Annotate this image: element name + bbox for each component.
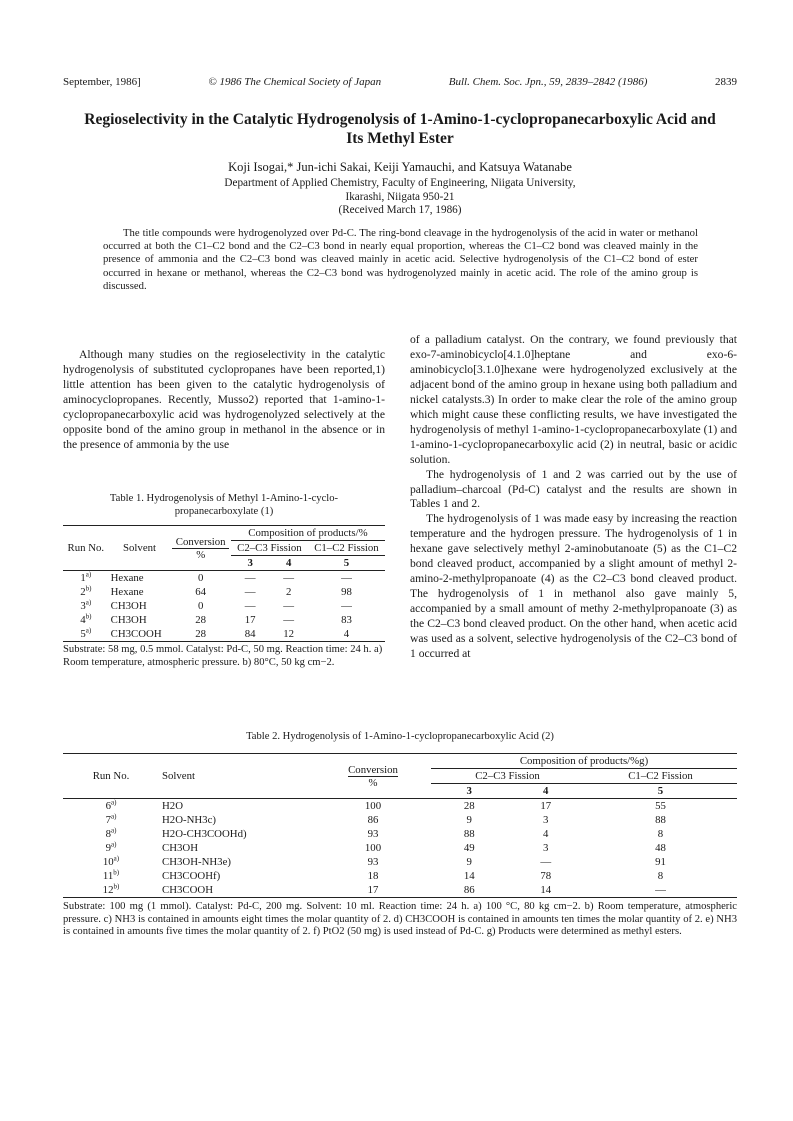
conversion-cell: 93 [367, 856, 379, 868]
run-number: 10 [102, 856, 114, 868]
compound-4-cell: — [283, 600, 295, 612]
compound-3-cell: 86 [463, 884, 475, 896]
run-footnote-mark: a) [110, 840, 117, 849]
table-row [63, 869, 737, 883]
compound-3-cell: 49 [463, 842, 475, 854]
table-row [63, 813, 737, 827]
run-number: 9 [105, 842, 111, 854]
table-2-grid [63, 753, 737, 898]
table-1-body [63, 571, 385, 642]
compound-5-cell: 83 [341, 614, 352, 626]
table-2-header-conversion [315, 754, 431, 799]
table-1-header-composition: Composition of products/% [231, 526, 385, 541]
table-1-note: Substrate: 58 mg, 0.5 mmol. Catalyst: Pd-C, 50 mg. Reaction time: 24 h. a) Room temperature, atmospheric pressure. b) 80°C, 50 kg cm−2. [63, 644, 383, 668]
compound-4-cell: 12 [283, 628, 295, 640]
compound-3-cell: 88 [463, 828, 475, 840]
table-2-header-solvent: Solvent [159, 754, 315, 799]
compound-4-cell: 17 [540, 800, 552, 812]
run-footnote-mark: a) [110, 812, 117, 821]
table-row [63, 841, 737, 855]
table-1-header-c1c2: C1–C2 Fission [308, 541, 385, 556]
solvent-cell: CH3OH-NH3e) [162, 856, 231, 868]
table-2-header-c1c2: C1–C2 Fission [584, 769, 737, 784]
run-number: 6 [105, 800, 111, 812]
compound-5-cell: — [341, 600, 352, 612]
table-2-header-composition: Composition of products/%g) [431, 754, 737, 769]
table-2-header-conversion-label: Conversion [348, 763, 398, 776]
run-cell [63, 627, 109, 642]
table-1-header-conversion-unit: % [196, 548, 206, 561]
run-footnote-mark: a) [110, 826, 117, 835]
table-1-header-compound-4: 4 [269, 556, 308, 571]
article-title: Regioselectivity in the Catalytic Hydrogenolysis of 1-Amino-1-cyclopropanecarboxylic Acid and Its Methyl Ester [84, 111, 716, 147]
run-number: 2 [80, 586, 86, 598]
compound-4-cell: 4 [543, 828, 549, 840]
conversion-cell: 100 [364, 800, 382, 812]
compound-5-cell: 98 [341, 586, 352, 598]
run-footnote-mark: a) [113, 854, 120, 863]
run-cell [63, 799, 159, 814]
compound-5-cell: 91 [655, 856, 666, 868]
compound-3-cell: — [244, 600, 256, 612]
body-paragraph: Although many studies on the regioselectivity in the catalytic hydrogenolysis of substituted cyclopropanes have been reported,1) little attention has been given to the catalytic hydrogenolysis of aminocyclopropanes. Recently, Musso2) reported that 1-amino-1-cyclopropanecarboxylic acid was hydrogenolyzed selectively at the opposite bond of the amino group in methanol in the absence or in the presence of ammonia by the use [63, 348, 385, 451]
table-row [63, 599, 385, 613]
run-number: 8 [105, 828, 111, 840]
run-cell [63, 613, 109, 627]
running-head-copyright: © 1986 The Chemical Society of Japan [208, 76, 382, 88]
conversion-cell: 28 [195, 628, 207, 640]
body-column-right [410, 333, 737, 662]
compound-4-cell: 3 [543, 842, 549, 854]
table-1-header-run: Run No. [63, 526, 109, 571]
run-footnote-mark: a) [85, 570, 92, 579]
compound-5-cell: 48 [655, 842, 666, 854]
run-footnote-mark: a) [85, 626, 92, 635]
compound-4-cell: — [540, 856, 552, 868]
run-number: 3 [80, 600, 86, 612]
table-2 [63, 730, 737, 939]
solvent-cell: Hexane [110, 586, 144, 598]
compound-5-cell: — [655, 884, 666, 896]
table-row [63, 827, 737, 841]
run-cell [63, 827, 159, 841]
table-2-header-compound-5: 5 [584, 784, 737, 799]
compound-4-cell: 2 [285, 586, 292, 598]
compound-3-cell: 28 [463, 800, 475, 812]
run-footnote-mark: b) [113, 868, 120, 877]
body-paragraph: The hydrogenolysis of 1 was made easy by increasing the reaction temperature and the hydrogen pressure. The hydrogenolysis of 1 in hexane gave selectively methyl 2-aminobutanoate (5) as the C1–C2 bond cleaved product, accompanied by a slight amount of methyl 2-amino-2-methylpropanoate (4) as the C2–C3 bond cleaved product. The hydrogenolysis of 1 in methanol also gave mainly 5, accompanied by a small amount of methy 2-methylpropanoate (3) as the C2–C3 bond cleaved product. On the other hand, when acetic acid was used as a solvent, selective hydrogenolysis of the C2–C3 bond of 1 occurred at [410, 512, 737, 661]
table-1-header-solvent: Solvent [109, 526, 171, 571]
affiliation-address: Ikarashi, Niigata 950-21 [345, 190, 455, 203]
received-date: (Received March 17, 1986) [338, 204, 462, 216]
running-head-date: September, 1986] [63, 76, 141, 88]
solvent-cell: H2O-NH3c) [162, 814, 216, 826]
running-head [63, 76, 737, 88]
conversion-cell: 0 [197, 572, 204, 584]
run-cell [63, 571, 109, 586]
run-footnote-mark: a) [85, 598, 92, 607]
conversion-cell: 93 [367, 828, 379, 840]
table-1-header-compound-3: 3 [231, 556, 270, 571]
affiliation-department: Department of Applied Chemistry, Faculty of Engineering, Niigata University, [224, 177, 576, 189]
table-1-caption-line2: propanecarboxylate (1) [174, 506, 274, 517]
table-1-caption-line1: Table 1. Hydrogenolysis of Methyl 1-Amino-1-cyclo- [109, 493, 339, 504]
compound-4-cell: 78 [540, 870, 552, 882]
table-1-header-conversion [170, 526, 230, 571]
running-head-citation: Bull. Chem. Soc. Jpn., 59, 2839–2842 (1986) [448, 76, 648, 88]
run-cell [63, 883, 159, 898]
table-row [63, 627, 385, 642]
compound-5-cell: 55 [655, 800, 666, 812]
conversion-cell: 86 [367, 814, 379, 826]
table-row [63, 855, 737, 869]
conversion-cell: 28 [195, 614, 207, 626]
solvent-cell: CH3COOH [110, 628, 162, 640]
run-number: 4 [80, 614, 86, 626]
compound-5-cell: 4 [343, 628, 350, 640]
compound-4-cell: — [283, 572, 295, 584]
compound-3-cell: 9 [466, 856, 472, 868]
solvent-cell: CH3OH [162, 842, 198, 854]
compound-3-cell: — [244, 586, 256, 598]
table-2-header-conversion-unit: % [368, 776, 378, 789]
table-row [63, 585, 385, 599]
run-cell [63, 599, 109, 613]
run-cell [63, 855, 159, 869]
run-footnote-mark: b) [113, 882, 120, 891]
run-number: 5 [80, 628, 86, 640]
compound-5-cell: 88 [655, 814, 666, 826]
conversion-cell: 64 [195, 586, 207, 598]
table-row [63, 613, 385, 627]
affiliation [80, 177, 720, 218]
table-1-header-conversion-label: Conversion [172, 536, 228, 549]
solvent-cell: H2O-CH3COOHd) [162, 828, 247, 840]
compound-3-cell: 84 [244, 628, 256, 640]
run-cell [63, 869, 159, 883]
run-cell [63, 813, 159, 827]
run-cell [63, 841, 159, 855]
solvent-cell: CH3OH [110, 614, 147, 626]
table-1-caption [63, 492, 385, 518]
run-number: 7 [105, 814, 111, 826]
compound-4-cell: — [283, 614, 295, 626]
compound-4-cell: 3 [543, 814, 549, 826]
compound-3-cell: 17 [244, 614, 256, 626]
body-column-left [63, 348, 385, 453]
solvent-cell: CH3COOHf) [162, 870, 221, 882]
run-footnote-mark: b) [85, 584, 92, 593]
table-1-grid [63, 525, 385, 642]
body-paragraph: of a palladium catalyst. On the contrary, we found previously that exo-7-aminobicyclo[4.1.0]heptane and exo-6-aminobicyclo[3.1.0]hexane were hydrogenolyzed exclusively at the adjacent bond of the amino group in hexane using both palladium and nickel catalysts.3) In order to make clear the role of the amino group which might cause these conflicting results, we have investigated the hydrogenolysis of methyl 1-amino-1-cyclopropanecarboxylate (1) and 1-amino-1-cyclopropanecarboxylic acid (2) in neutral, basic or acidic solution. [410, 333, 737, 466]
table-1-header-compound-5: 5 [308, 556, 385, 571]
table-1-header-c2c3: C2–C3 Fission [231, 541, 308, 556]
compound-3-cell: 14 [463, 870, 475, 882]
conversion-cell: 0 [197, 600, 204, 612]
page-number: 2839 [715, 76, 737, 88]
solvent-cell: H2O [162, 800, 183, 812]
compound-5-cell: — [341, 572, 352, 584]
table-2-body [63, 799, 737, 898]
run-number: 1 [80, 572, 86, 584]
conversion-cell: 18 [367, 870, 379, 882]
conversion-cell: 17 [367, 884, 379, 896]
compound-5-cell: 8 [657, 870, 664, 882]
conversion-cell: 100 [364, 842, 382, 854]
table-row [63, 799, 737, 814]
table-2-header-c2c3: C2–C3 Fission [431, 769, 584, 784]
table-2-header-run: Run No. [63, 754, 159, 799]
run-number: 11 [102, 870, 114, 882]
run-footnote-mark: a) [110, 798, 117, 807]
table-row [63, 571, 385, 586]
compound-5-cell: 8 [657, 828, 664, 840]
run-cell [63, 585, 109, 599]
run-footnote-mark: b) [85, 612, 92, 621]
solvent-cell: Hexane [110, 572, 144, 584]
table-1 [63, 492, 385, 669]
table-2-header-compound-4: 4 [507, 784, 584, 799]
author-list: Koji Isogai,* Jun-ichi Sakai, Keiji Yamauchi, and Katsuya Watanabe [228, 160, 572, 174]
table-2-header-compound-3: 3 [431, 784, 507, 799]
run-number: 12 [102, 884, 114, 896]
table-2-caption: Table 2. Hydrogenolysis of 1-Amino-1-cyclopropanecarboxylic Acid (2) [246, 731, 554, 742]
compound-3-cell: 9 [466, 814, 472, 826]
table-row [63, 883, 737, 898]
solvent-cell: CH3COOH [162, 884, 213, 896]
solvent-cell: CH3OH [110, 600, 147, 612]
table-2-note: Substrate: 100 mg (1 mmol). Catalyst: Pd-C, 200 mg. Solvent: 10 ml. Reaction time: 24 h. a) 100 °C, 80 kg cm−2. b) Room temperature, atmospheric pressure. c) NH3 is contained in amounts eight times the molar quantity of 2. d) CH3COOH is contained in amounts ten times the molar quantity of 2. e) NH3 is contained in amounts five times the molar quantity of 2. f) PtO2 (50 mg) is used instead of Pd-C. g) Products were determined as methyl esters. [63, 901, 737, 938]
abstract: The title compounds were hydrogenolyzed over Pd-C. The ring-bond cleavage in the hydrogenolysis of the acid in water or methanol occurred at both the C1–C2 bond and the C2–C3 bond in nearly equal proportion, whereas the C1–C2 bond was cleaved mainly in the presence of ammonia and the C2–C3 bond was cleaved mainly in acetic acid. Selective hydrogenolysis of the C1–C2 bond of ester occurred in hexane or methanol, whereas the C2–C3 bond was hydrogenolyzed mainly in acetic acid. The role of the amino group is discussed. [103, 227, 698, 292]
body-paragraph: The hydrogenolysis of 1 and 2 was carried out by the use of palladium–charcoal (Pd-C) catalyst and the results are shown in Tables 1 and 2. [410, 467, 737, 511]
compound-4-cell: 14 [540, 884, 552, 896]
compound-3-cell: — [244, 572, 256, 584]
